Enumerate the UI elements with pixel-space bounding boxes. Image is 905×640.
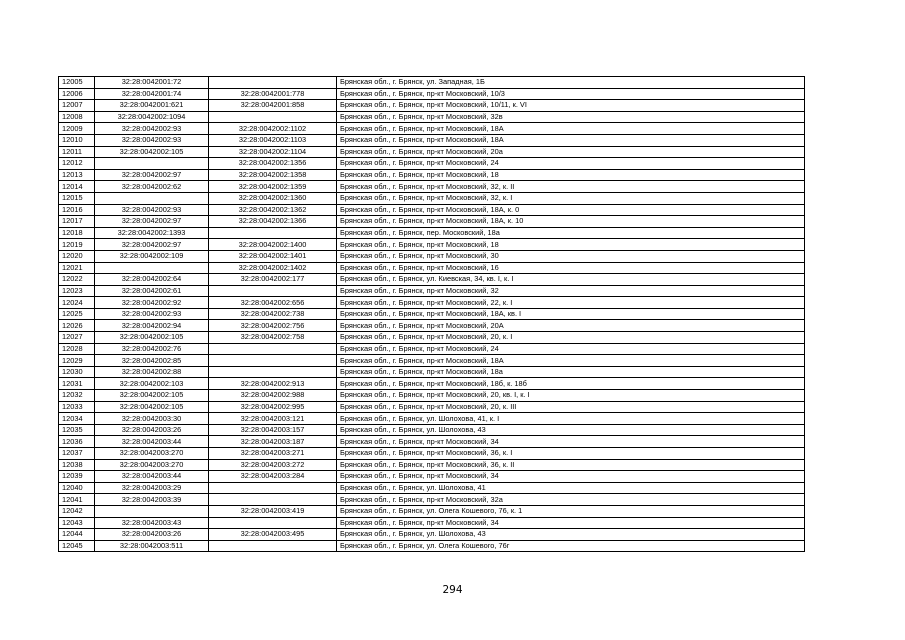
building-cadastral-number-cell: 32:28:0042003:121: [209, 413, 337, 425]
address-cell: Брянская обл., г. Брянск, пр-кт Московский, 18: [337, 239, 805, 251]
land-cadastral-number-cell: 32:28:0042003:44: [95, 471, 209, 483]
address-cell: Брянская обл., г. Брянск, пр-кт Московский, 32: [337, 285, 805, 297]
building-cadastral-number-cell: 32:28:0042001:858: [209, 100, 337, 112]
record-number-cell: 12023: [59, 285, 95, 297]
land-cadastral-number-cell: 32:28:0042002:105: [95, 146, 209, 158]
building-cadastral-number-cell: [209, 227, 337, 239]
address-cell: Брянская обл., г. Брянск, ул. Шолохова, 43: [337, 529, 805, 541]
page-number: 294: [442, 584, 463, 596]
table-row: [59, 285, 805, 297]
table-row: [59, 529, 805, 541]
address-cell: Брянская обл., г. Брянск, пр-кт Московский, 18А: [337, 123, 805, 135]
building-cadastral-number-cell: 32:28:0042002:758: [209, 332, 337, 344]
record-number-cell: 12012: [59, 158, 95, 170]
address-cell: Брянская обл., г. Брянск, пр-кт Московский, 36, к. II: [337, 459, 805, 471]
table-row: [59, 332, 805, 344]
land-cadastral-number-cell: 32:28:0042003:30: [95, 413, 209, 425]
building-cadastral-number-cell: 32:28:0042002:1103: [209, 134, 337, 146]
table-row: [59, 134, 805, 146]
building-cadastral-number-cell: 32:28:0042001:778: [209, 88, 337, 100]
record-number-cell: 12033: [59, 401, 95, 413]
land-cadastral-number-cell: 32:28:0042002:93: [95, 134, 209, 146]
record-number-cell: 12017: [59, 216, 95, 228]
land-cadastral-number-cell: 32:28:0042003:39: [95, 494, 209, 506]
address-cell: Брянская обл., г. Брянск, пр-кт Московский, 16: [337, 262, 805, 274]
land-cadastral-number-cell: 32:28:0042002:64: [95, 274, 209, 286]
building-cadastral-number-cell: 32:28:0042003:271: [209, 448, 337, 460]
table-row: [59, 505, 805, 517]
table-row: [59, 274, 805, 286]
building-cadastral-number-cell: 32:28:0042003:187: [209, 436, 337, 448]
record-number-cell: 12016: [59, 204, 95, 216]
address-cell: Брянская обл., г. Брянск, пр-кт Московский, 18: [337, 169, 805, 181]
address-cell: Брянская обл., г. Брянск, пр-кт Московский, 34: [337, 436, 805, 448]
land-cadastral-number-cell: 32:28:0042002:1094: [95, 111, 209, 123]
table-row: [59, 494, 805, 506]
record-number-cell: 12005: [59, 77, 95, 89]
building-cadastral-number-cell: 32:28:0042002:913: [209, 378, 337, 390]
record-number-cell: 12038: [59, 459, 95, 471]
land-cadastral-number-cell: [95, 505, 209, 517]
registry-table-body: [59, 77, 805, 552]
record-number-cell: 12024: [59, 297, 95, 309]
table-row: [59, 320, 805, 332]
table-row: [59, 100, 805, 112]
land-cadastral-number-cell: 32:28:0042002:97: [95, 239, 209, 251]
land-cadastral-number-cell: 32:28:0042002:105: [95, 401, 209, 413]
building-cadastral-number-cell: 32:28:0042002:1356: [209, 158, 337, 170]
address-cell: Брянская обл., г. Брянск, пр-кт Московский, 32, к. I: [337, 192, 805, 204]
record-number-cell: 12028: [59, 343, 95, 355]
land-cadastral-number-cell: 32:28:0042001:72: [95, 77, 209, 89]
address-cell: Брянская обл., г. Брянск, пр-кт Московский, 10/3: [337, 88, 805, 100]
address-cell: Брянская обл., г. Брянск, ул. Шолохова, 43: [337, 424, 805, 436]
land-cadastral-number-cell: 32:28:0042003:44: [95, 436, 209, 448]
building-cadastral-number-cell: 32:28:0042003:495: [209, 529, 337, 541]
address-cell: Брянская обл., г. Брянск, пр-кт Московский, 20А: [337, 320, 805, 332]
land-cadastral-number-cell: 32:28:0042002:105: [95, 332, 209, 344]
building-cadastral-number-cell: 32:28:0042002:1360: [209, 192, 337, 204]
land-cadastral-number-cell: 32:28:0042003:511: [95, 540, 209, 552]
record-number-cell: 12019: [59, 239, 95, 251]
table-row: [59, 250, 805, 262]
land-cadastral-number-cell: 32:28:0042002:103: [95, 378, 209, 390]
record-number-cell: 12031: [59, 378, 95, 390]
table-row: [59, 216, 805, 228]
record-number-cell: 12026: [59, 320, 95, 332]
address-cell: Брянская обл., г. Брянск, пр-кт Московский, 18А: [337, 355, 805, 367]
record-number-cell: 12018: [59, 227, 95, 239]
address-cell: Брянская обл., г. Брянск, пр-кт Московский, 24: [337, 158, 805, 170]
table-row: [59, 401, 805, 413]
land-cadastral-number-cell: 32:28:0042003:26: [95, 424, 209, 436]
record-number-cell: 12025: [59, 308, 95, 320]
table-row: [59, 413, 805, 425]
building-cadastral-number-cell: [209, 111, 337, 123]
land-cadastral-number-cell: 32:28:0042002:88: [95, 366, 209, 378]
table-row: [59, 436, 805, 448]
land-cadastral-number-cell: 32:28:0042003:29: [95, 482, 209, 494]
address-cell: Брянская обл., г. Брянск, пр-кт Московский, 32а: [337, 494, 805, 506]
land-cadastral-number-cell: 32:28:0042002:93: [95, 123, 209, 135]
table-row: [59, 448, 805, 460]
record-number-cell: 12045: [59, 540, 95, 552]
building-cadastral-number-cell: 32:28:0042002:1102: [209, 123, 337, 135]
record-number-cell: 12040: [59, 482, 95, 494]
address-cell: Брянская обл., г. Брянск, пр-кт Московский, 20, кв. I, к. I: [337, 390, 805, 402]
address-cell: Брянская обл., г. Брянск, ул. Шолохова, 41: [337, 482, 805, 494]
building-cadastral-number-cell: 32:28:0042002:1366: [209, 216, 337, 228]
building-cadastral-number-cell: [209, 494, 337, 506]
record-number-cell: 12013: [59, 169, 95, 181]
address-cell: Брянская обл., г. Брянск, пр-кт Московский, 34: [337, 471, 805, 483]
table-row: [59, 366, 805, 378]
building-cadastral-number-cell: 32:28:0042002:738: [209, 308, 337, 320]
record-number-cell: 12029: [59, 355, 95, 367]
land-cadastral-number-cell: 32:28:0042002:92: [95, 297, 209, 309]
land-cadastral-number-cell: 32:28:0042002:105: [95, 390, 209, 402]
record-number-cell: 12015: [59, 192, 95, 204]
land-cadastral-number-cell: 32:28:0042002:109: [95, 250, 209, 262]
land-cadastral-number-cell: 32:28:0042002:97: [95, 169, 209, 181]
record-number-cell: 12042: [59, 505, 95, 517]
record-number-cell: 12022: [59, 274, 95, 286]
record-number-cell: 12011: [59, 146, 95, 158]
table-row: [59, 355, 805, 367]
table-row: [59, 297, 805, 309]
address-cell: Брянская обл., г. Брянск, ул. Олега Кошевого, 76г: [337, 540, 805, 552]
address-cell: Брянская обл., г. Брянск, пр-кт Московский, 18б, к. 18б: [337, 378, 805, 390]
table-row: [59, 158, 805, 170]
building-cadastral-number-cell: 32:28:0042002:1362: [209, 204, 337, 216]
land-cadastral-number-cell: [95, 262, 209, 274]
record-number-cell: 12032: [59, 390, 95, 402]
address-cell: Брянская обл., г. Брянск, пр-кт Московский, 10/11, к. VI: [337, 100, 805, 112]
building-cadastral-number-cell: 32:28:0042003:419: [209, 505, 337, 517]
land-cadastral-number-cell: 32:28:0042001:74: [95, 88, 209, 100]
building-cadastral-number-cell: 32:28:0042002:988: [209, 390, 337, 402]
table-row: [59, 343, 805, 355]
building-cadastral-number-cell: [209, 517, 337, 529]
table-row: [59, 227, 805, 239]
property-registry-table: [58, 76, 805, 552]
building-cadastral-number-cell: 32:28:0042002:177: [209, 274, 337, 286]
table-row: [59, 204, 805, 216]
record-number-cell: 12020: [59, 250, 95, 262]
building-cadastral-number-cell: 32:28:0042002:1402: [209, 262, 337, 274]
address-cell: Брянская обл., г. Брянск, пр-кт Московский, 20а: [337, 146, 805, 158]
record-number-cell: 12007: [59, 100, 95, 112]
record-number-cell: 12041: [59, 494, 95, 506]
table-row: [59, 262, 805, 274]
building-cadastral-number-cell: 32:28:0042003:157: [209, 424, 337, 436]
building-cadastral-number-cell: 32:28:0042002:1400: [209, 239, 337, 251]
table-row: [59, 239, 805, 251]
building-cadastral-number-cell: 32:28:0042002:1401: [209, 250, 337, 262]
address-cell: Брянская обл., г. Брянск, пер. Московский, 18а: [337, 227, 805, 239]
land-cadastral-number-cell: 32:28:0042002:93: [95, 308, 209, 320]
land-cadastral-number-cell: [95, 192, 209, 204]
record-number-cell: 12021: [59, 262, 95, 274]
address-cell: Брянская обл., г. Брянск, пр-кт Московский, 32, к. II: [337, 181, 805, 193]
building-cadastral-number-cell: [209, 343, 337, 355]
record-number-cell: 12006: [59, 88, 95, 100]
table-row: [59, 88, 805, 100]
land-cadastral-number-cell: 32:28:0042002:93: [95, 204, 209, 216]
record-number-cell: 12010: [59, 134, 95, 146]
land-cadastral-number-cell: 32:28:0042002:61: [95, 285, 209, 297]
building-cadastral-number-cell: [209, 540, 337, 552]
land-cadastral-number-cell: 32:28:0042002:85: [95, 355, 209, 367]
record-number-cell: 12008: [59, 111, 95, 123]
record-number-cell: 12014: [59, 181, 95, 193]
address-cell: Брянская обл., г. Брянск, ул. Шолохова, 41, к. I: [337, 413, 805, 425]
table-row: [59, 540, 805, 552]
building-cadastral-number-cell: 32:28:0042002:1359: [209, 181, 337, 193]
building-cadastral-number-cell: [209, 482, 337, 494]
record-number-cell: 12009: [59, 123, 95, 135]
record-number-cell: 12034: [59, 413, 95, 425]
land-cadastral-number-cell: 32:28:0042002:1393: [95, 227, 209, 239]
address-cell: Брянская обл., г. Брянск, пр-кт Московский, 30: [337, 250, 805, 262]
land-cadastral-number-cell: 32:28:0042002:94: [95, 320, 209, 332]
address-cell: Брянская обл., г. Брянск, пр-кт Московский, 22, к. I: [337, 297, 805, 309]
land-cadastral-number-cell: [95, 158, 209, 170]
table-row: [59, 169, 805, 181]
land-cadastral-number-cell: 32:28:0042002:62: [95, 181, 209, 193]
building-cadastral-number-cell: 32:28:0042003:272: [209, 459, 337, 471]
building-cadastral-number-cell: 32:28:0042003:284: [209, 471, 337, 483]
address-cell: Брянская обл., г. Брянск, пр-кт Московский, 20, к. I: [337, 332, 805, 344]
table-row: [59, 123, 805, 135]
address-cell: Брянская обл., г. Брянск, пр-кт Московский, 18А, к. 0: [337, 204, 805, 216]
record-number-cell: 12035: [59, 424, 95, 436]
land-cadastral-number-cell: 32:28:0042003:270: [95, 448, 209, 460]
table-row: [59, 181, 805, 193]
record-number-cell: 12044: [59, 529, 95, 541]
building-cadastral-number-cell: 32:28:0042002:1104: [209, 146, 337, 158]
table-row: [59, 146, 805, 158]
land-cadastral-number-cell: 32:28:0042003:26: [95, 529, 209, 541]
record-number-cell: 12039: [59, 471, 95, 483]
table-row: [59, 378, 805, 390]
building-cadastral-number-cell: [209, 355, 337, 367]
building-cadastral-number-cell: 32:28:0042002:1358: [209, 169, 337, 181]
address-cell: Брянская обл., г. Брянск, ул. Киевская, 34, кв. I, к. I: [337, 274, 805, 286]
table-row: [59, 424, 805, 436]
land-cadastral-number-cell: 32:28:0042002:97: [95, 216, 209, 228]
record-number-cell: 12027: [59, 332, 95, 344]
building-cadastral-number-cell: 32:28:0042002:756: [209, 320, 337, 332]
table-row: [59, 77, 805, 89]
table-row: [59, 471, 805, 483]
land-cadastral-number-cell: 32:28:0042003:270: [95, 459, 209, 471]
table-row: [59, 390, 805, 402]
record-number-cell: 12037: [59, 448, 95, 460]
record-number-cell: 12043: [59, 517, 95, 529]
address-cell: Брянская обл., г. Брянск, пр-кт Московский, 18а: [337, 366, 805, 378]
address-cell: Брянская обл., г. Брянск, ул. Западная, 1Б: [337, 77, 805, 89]
building-cadastral-number-cell: 32:28:0042002:995: [209, 401, 337, 413]
building-cadastral-number-cell: [209, 77, 337, 89]
table-row: [59, 111, 805, 123]
address-cell: Брянская обл., г. Брянск, пр-кт Московский, 18А, кв. I: [337, 308, 805, 320]
building-cadastral-number-cell: 32:28:0042002:656: [209, 297, 337, 309]
address-cell: Брянская обл., г. Брянск, пр-кт Московский, 20, к. III: [337, 401, 805, 413]
record-number-cell: 12030: [59, 366, 95, 378]
address-cell: Брянская обл., г. Брянск, ул. Олега Кошевого, 76, к. 1: [337, 505, 805, 517]
table-row: [59, 459, 805, 471]
address-cell: Брянская обл., г. Брянск, пр-кт Московский, 24: [337, 343, 805, 355]
table-row: [59, 482, 805, 494]
address-cell: Брянская обл., г. Брянск, пр-кт Московский, 36, к. I: [337, 448, 805, 460]
table-row: [59, 192, 805, 204]
building-cadastral-number-cell: [209, 285, 337, 297]
address-cell: Брянская обл., г. Брянск, пр-кт Московский, 18А: [337, 134, 805, 146]
address-cell: Брянская обл., г. Брянск, пр-кт Московский, 32в: [337, 111, 805, 123]
address-cell: Брянская обл., г. Брянск, пр-кт Московский, 34: [337, 517, 805, 529]
table-row: [59, 517, 805, 529]
table-row: [59, 308, 805, 320]
record-number-cell: 12036: [59, 436, 95, 448]
building-cadastral-number-cell: [209, 366, 337, 378]
land-cadastral-number-cell: 32:28:0042002:76: [95, 343, 209, 355]
address-cell: Брянская обл., г. Брянск, пр-кт Московский, 18А, к. 10: [337, 216, 805, 228]
land-cadastral-number-cell: 32:28:0042003:43: [95, 517, 209, 529]
land-cadastral-number-cell: 32:28:0042001:621: [95, 100, 209, 112]
